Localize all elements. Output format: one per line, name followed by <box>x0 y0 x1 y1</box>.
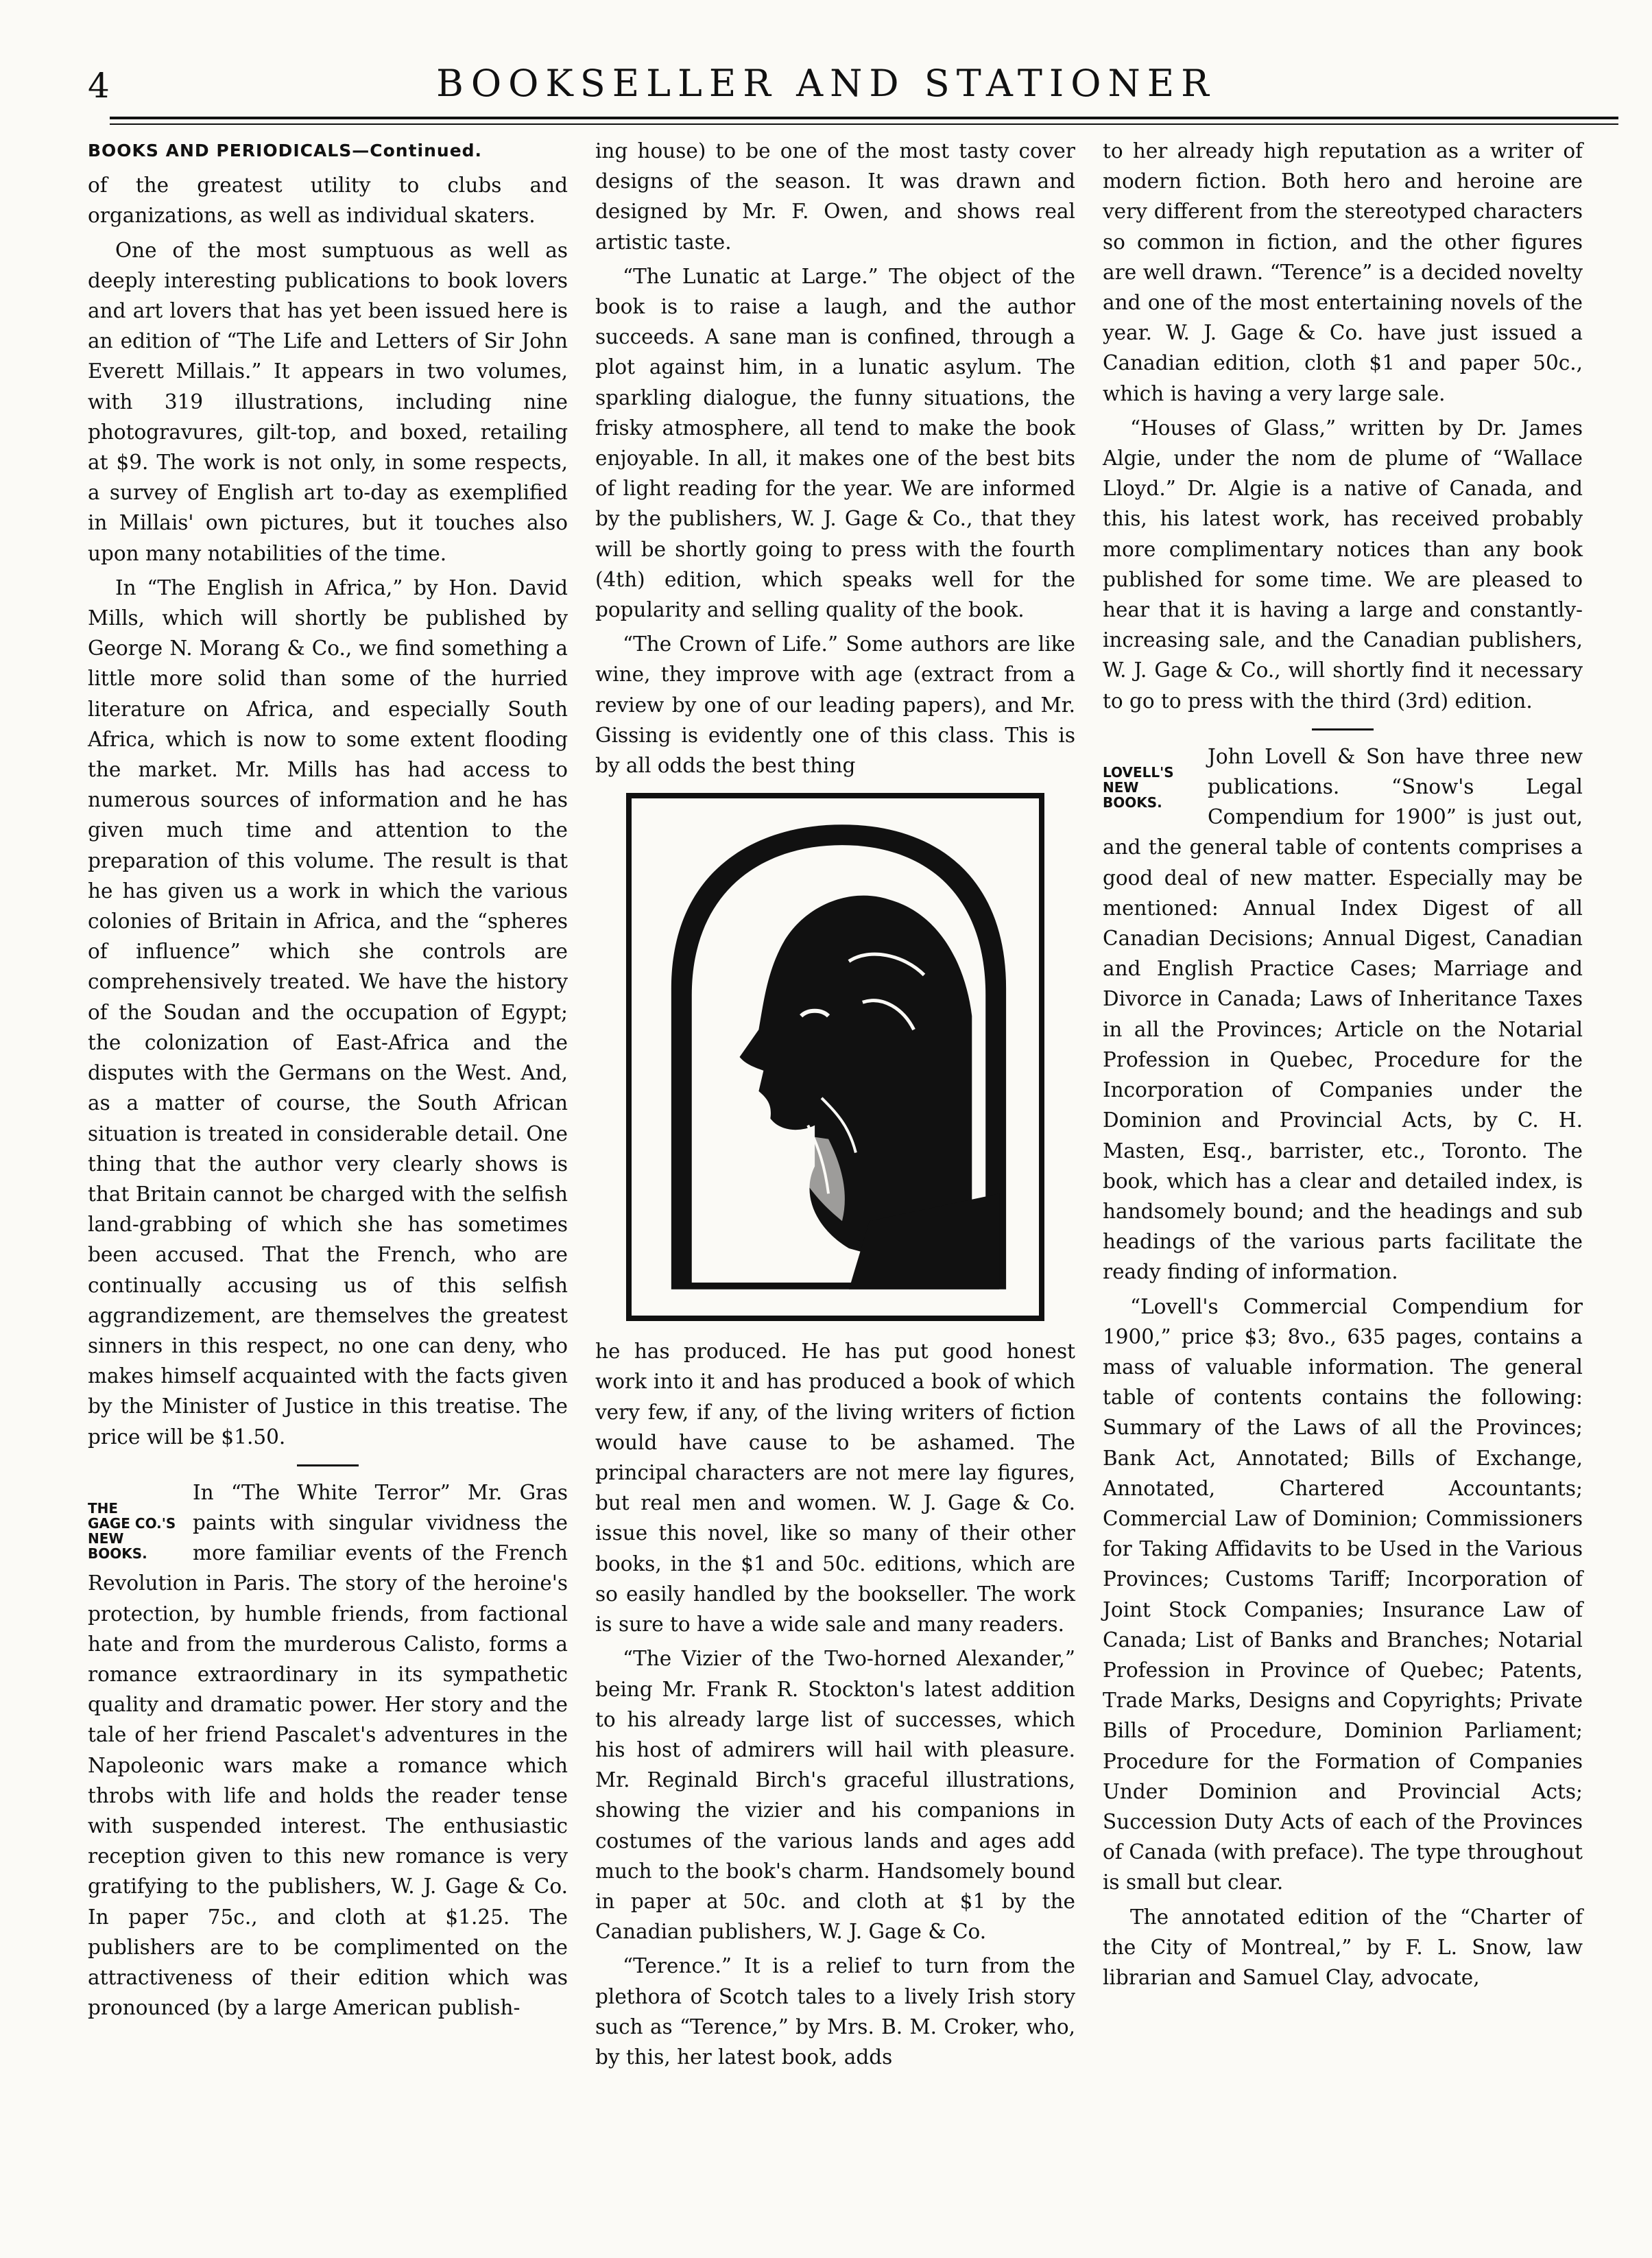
column-2 <box>595 136 1075 2076</box>
column-3 <box>1103 136 1583 1997</box>
paragraph: “Lovell's Commercial Compendium for 1900,” price $3; 8vo., 635 pages, contains a mass of valuable information. The general table of contents contains the following: Summary of the Laws of all the Provinces; Bank Act, Annotated; Bills of Exchange, Annotated, Chartered Accountants; Commercial Law of Dominion; Commissioners for Taking Affidavits to be Used in the Various Provinces; Customs Tariff; Incorporation of Joint Stock Companies; Insurance Law of Canada; List of Banks and Branches; Notarial Profession in Province of Quebec; Patents, Trade Marks, Designs and Copyrights; Private Bills of Procedure, Dominion Parliament; Procedure for the Formation of Companies Under Dominion and Provincial Acts; Succession Duty Acts of each of the Provinces of Canada (with preface). The type throughout is small but clear. <box>1103 1294 1583 1894</box>
side-heading-lovell <box>1103 765 1195 810</box>
gage-section <box>88 1477 568 2023</box>
paragraph: One of the most sumptuous as well as deeply interesting publications to book lovers and art lovers that has yet been issued here is an edition of “The Life and Letters of Sir John Everett Millais.” It appears in two volumes, with 319 illustrations, including nine photogravures, gilt-top, and boxed, retailing at $9. The work is not only, in some respects, a survey of English art to-day as exemplified in Millais' own pictures, but it touches also upon many notabilities of the time. <box>88 238 568 565</box>
paragraph: to her already high reputation as a writer of modern fiction. Both hero and heroine are very different from the stereotyped characters so common in fiction, and the other figures are well drawn. “Terence” is a decided novelty and one of the most entertaining novels of the year. W. J. Gage & Co. have just issued a Canadian edition, cloth $1 and paper 50c., which is having a very large sale. <box>1103 139 1583 405</box>
column-1 <box>88 136 568 2027</box>
paragraph: “The Crown of Life.” Some authors are like wine, they improve with age (extract from a review by one of our leading papers), and Mr. Gissing is evidently one of this class. This is by all odds the best thing <box>595 632 1075 778</box>
paragraph: of the greatest utility to clubs and organizations, as well as individual skaters. <box>88 174 568 228</box>
side-heading-line: LOVELL'S <box>1103 763 1174 781</box>
section-divider <box>297 1464 359 1466</box>
paragraph: “Terence.” It is a relief to turn from the plethora of Scotch tales to a lively Irish story such as “Terence,” by Mrs. B. M. Croker, who, by this, her latest book, adds <box>595 1954 1075 2069</box>
page-header <box>0 62 1652 117</box>
section-title: BOOKS AND PERIODICALS—Continued. <box>88 141 483 161</box>
paragraph: John Lovell & Son have three new publications. “Snow's Legal Compendium for 1900” is just out, and the general table of contents comprises a good deal of new matter. Especially may be mentioned: Annual Index Digest of all Canadian Decisions; Annual Digest, Canadian and English Practice Cases; Marriage and Divorce in Canada; Laws of Inheritance Taxes in all the Provinces; Article on the Notarial Profession in Quebec, Procedure for the Incorporation of Companies under the Dominion and Provincial Acts, by C. H. Masten, Esq., barrister, etc., Toronto. The book, which has a clear and detailed index, is handsomely bound; and the headings and sub headings of the various parts facilitate the ready finding of information. <box>1103 744 1583 1284</box>
running-title: BOOKSELLER AND STATIONER <box>436 62 1216 105</box>
paragraph: “The Vizier of the Two-horned Alexander,” being Mr. Frank R. Stockton's latest addition to his already large list of successes, which his host of admirers will hail with pleasure. Mr. Reginald Birch's graceful illustrations, showing the vizier and his companions in costumes of the various lands and ages add much to the book's charm. Handsomely bound in paper at 50c. and cloth at $1 by the Canadian publishers, W. J. Gage & Co. <box>595 1647 1075 1944</box>
paragraph: ing house) to be one of the most tasty cover designs of the season. It was drawn and designed by Mr. F. Owen, and shows real artistic taste. <box>595 139 1075 254</box>
side-heading-line: THE <box>88 1499 119 1517</box>
header-rule-thin <box>110 123 1618 125</box>
paragraph: “Houses of Glass,” written by Dr. James Algie, under the nom de plume of “Wallace Lloyd.” Dr. Algie is a native of Canada, and this, his latest work, has received probably more complimentary notices than any book published for some time. We are pleased to hear that it is having a large and constantly-increasing sale, and the Canadian publishers, W. J. Gage & Co., will shortly find it necessary to go to press with the third (3rd) edition. <box>1103 416 1583 713</box>
side-heading-line: NEW BOOKS. <box>1103 779 1162 811</box>
header-rule <box>110 117 1618 119</box>
section-divider <box>1312 728 1374 730</box>
lovell-section <box>1103 741 1583 1287</box>
portrait-icon <box>644 811 1027 1303</box>
side-heading-line: GAGE CO.'S <box>88 1514 176 1532</box>
side-heading-line: NEW BOOKS. <box>88 1530 147 1562</box>
side-heading-gage <box>88 1501 180 1561</box>
paragraph: In “The English in Africa,” by Hon. David Mills, which will shortly be published by George N. Morang & Co., we find something a little more solid than some of the hurried literature on Africa, and especially South Africa, which is now to some extent flooding the market. Mr. Mills has had access to numerous sources of information and he has given much time and attention to the preparation of this volume. The result is that he has given us a work in which the various colonies of Britain in Africa, and the “spheres of influence” which she controls are comprehensively treated. We have the history of the Soudan and the occupation of Egypt; the colonization of East-Africa and the disputes with the Germans on the West. And, as a matter of course, the South African situation is treated in considerable detail. One thing that the author very clearly shows is that Britain cannot be charged with the selfish land-grabbing of which she has sometimes been accused. That the French, who are continually accusing us of this selfish aggrandizement, are themselves the greatest sinners in this respect, no one can deny, who makes himself acquainted with the facts given by the Minister of Justice in this treatise. The price will be $1.50. <box>88 575 568 1449</box>
paragraph: In “The White Terror” Mr. Gras paints with singular vividness the more familiar events of the French Revolution in Paris. The story of the heroine's protection, by humble friends, from factional hate and from the murderous Calisto, forms a romance extraordinary in its sympathetic quality and dramatic power. Her story and the tale of her friend Pascalet's adventures in the Napoleonic wars make a romance which throbs with life and holds the reader tense with suspended interest. The enthusiastic reception given to this new romance is very gratifying to the publishers, W. J. Gage & Co. In paper 75c., and cloth at $1.25. The publishers are to be complimented on the attractiveness of their edition which was pronounced (by a large American publish- <box>88 1480 568 2020</box>
paragraph: The annotated edition of the “Charter of the City of Montreal,” by F. L. Snow, law librarian and Samuel Clay, advocate, <box>1103 1905 1583 1989</box>
paragraph: he has produced. He has put good honest work into it and has produced a book of which very few, if any, of the living writers of fiction would have cause to be ashamed. The principal characters are not mere lay figures, but real men and women. W. J. Gage & Co. issue this novel, like so many of their other books, in the $1 and 50c. editions, which are so easily handled by the bookseller. The work is sure to have a wide sale and many readers. <box>595 1340 1075 1637</box>
page-number: 4 <box>88 66 110 106</box>
portrait-illustration <box>626 793 1044 1321</box>
paragraph: “The Lunatic at Large.” The object of the book is to raise a laugh, and the author succeeds. A sane man is confined, through a plot against him, in a lunatic asylum. The sparkling dialogue, the funny situations, the frisky atmosphere, all tend to make the book enjoyable. In all, it makes one of the best bits of light reading for the year. We are informed by the publishers, W. J. Gage & Co., that they will be shortly going to press with the fourth (4th) edition, which speaks well for the popularity and selling quality of the book. <box>595 264 1075 622</box>
